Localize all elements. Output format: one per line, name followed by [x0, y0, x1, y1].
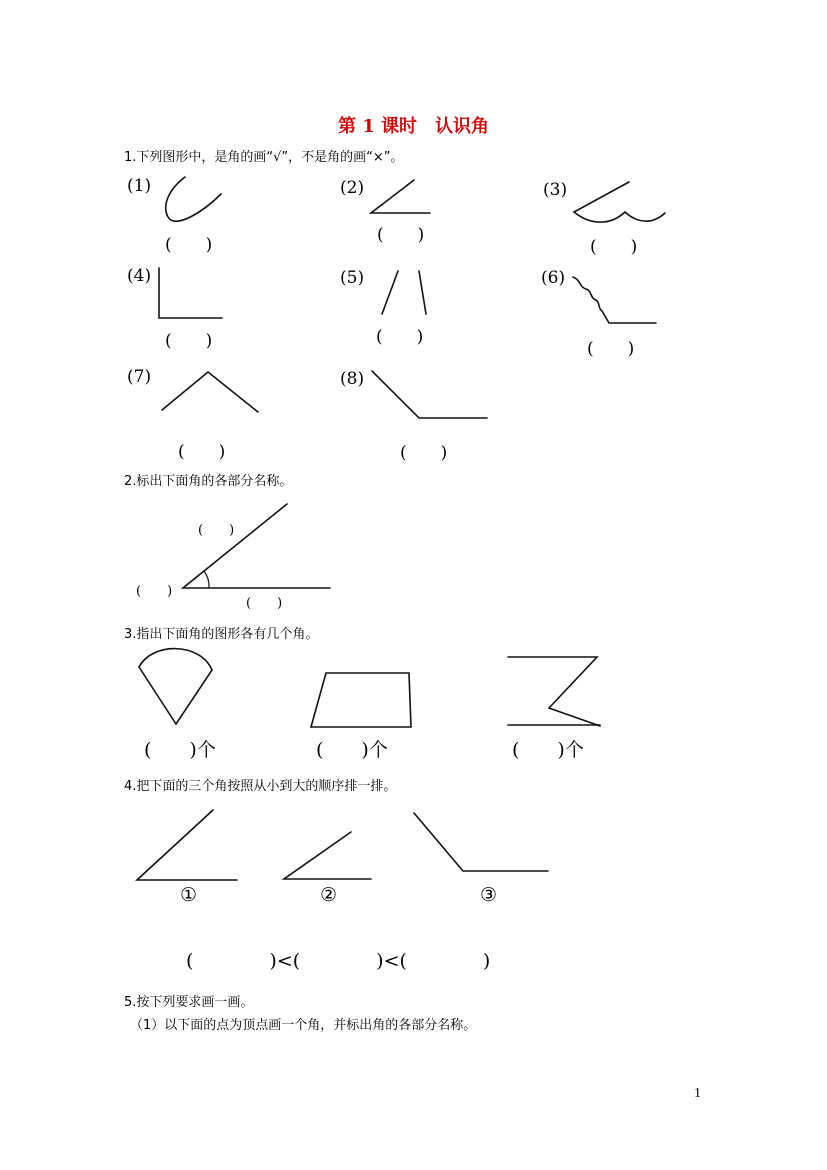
q1-answer-blank-2[interactable]: ( ) — [377, 225, 425, 245]
q1-label-8: (8) — [340, 369, 365, 389]
question-5-sub-1: （1）以下面的点为顶点画一个角，并标出角的各部分名称。 — [130, 1018, 477, 1033]
q3-count-blank-2[interactable]: ( )个 — [316, 739, 388, 761]
question-4-text: 4.把下面的三个角按照从小到大的顺序排一排。 — [124, 779, 397, 794]
q1-answer-blank-8[interactable]: ( ) — [400, 443, 448, 463]
q1-answer-blank-1[interactable]: ( ) — [165, 235, 213, 255]
q1-label-7: (7) — [127, 367, 152, 387]
q1-label-2: (2) — [340, 178, 365, 198]
q4-angle-1 — [137, 810, 237, 880]
q1-label-3: (3) — [543, 180, 568, 200]
q1-figure-5-line-right — [419, 271, 426, 314]
question-2-text: 2.标出下面角的各部分名称。 — [124, 474, 293, 489]
q3-count-blank-3[interactable]: ( )个 — [512, 739, 584, 761]
q1-label-1: (1) — [127, 176, 152, 196]
q1-figure-8-angle — [372, 371, 487, 418]
question-3-text: 3.指出下面角的图形各有几个角。 — [124, 627, 319, 642]
q1-answer-blank-7[interactable]: ( ) — [178, 442, 226, 462]
page-title: 第 1 课时 认识角 — [338, 116, 490, 137]
q2-vertex-blank[interactable]: ( ) — [136, 584, 173, 599]
q1-answer-blank-6[interactable]: ( ) — [587, 339, 635, 359]
q4-angle-3 — [414, 813, 548, 871]
q2-side-blank-lower[interactable]: ( ) — [246, 596, 283, 611]
q4-angle-label-1: ① — [180, 884, 198, 906]
q1-figure-1-curve — [166, 177, 221, 221]
q1-answer-blank-4[interactable]: ( ) — [165, 331, 213, 351]
q1-figure-2-angle — [371, 180, 430, 213]
q1-label-4: (4) — [127, 266, 152, 286]
q3-figure-sector — [139, 649, 212, 724]
q1-figure-6-wavy — [573, 277, 656, 323]
q1-label-5: (5) — [340, 268, 365, 288]
q1-figure-3-arc-shape — [574, 182, 665, 222]
q4-order-line[interactable]: ( )<( )<( ) — [186, 950, 491, 972]
q4-angle-2 — [284, 832, 371, 879]
q2-angle — [183, 504, 330, 588]
q3-figure-z-shape — [508, 657, 600, 726]
q2-side-blank-upper[interactable]: ( ) — [198, 523, 235, 538]
q1-answer-blank-5[interactable]: ( ) — [376, 327, 424, 347]
question-1-text: 1.下列图形中，是角的画“√”，不是角的画“×”。 — [124, 150, 404, 165]
q1-figure-5-line-left — [382, 271, 398, 314]
q4-angle-label-2: ② — [320, 884, 338, 906]
q1-figure-4-angle — [159, 268, 222, 318]
q2-angle-arc — [204, 571, 209, 588]
q1-answer-blank-3[interactable]: ( ) — [590, 237, 638, 257]
q1-label-6: (6) — [541, 268, 566, 288]
question-5-text: 5.按下列要求画一画。 — [124, 995, 254, 1010]
q1-figure-7-angle — [162, 372, 258, 412]
q3-count-blank-1[interactable]: ( )个 — [144, 739, 216, 761]
q4-angle-label-3: ③ — [480, 884, 498, 906]
page-number: 1 — [694, 1086, 701, 1101]
q3-figure-trapezoid — [311, 673, 411, 727]
